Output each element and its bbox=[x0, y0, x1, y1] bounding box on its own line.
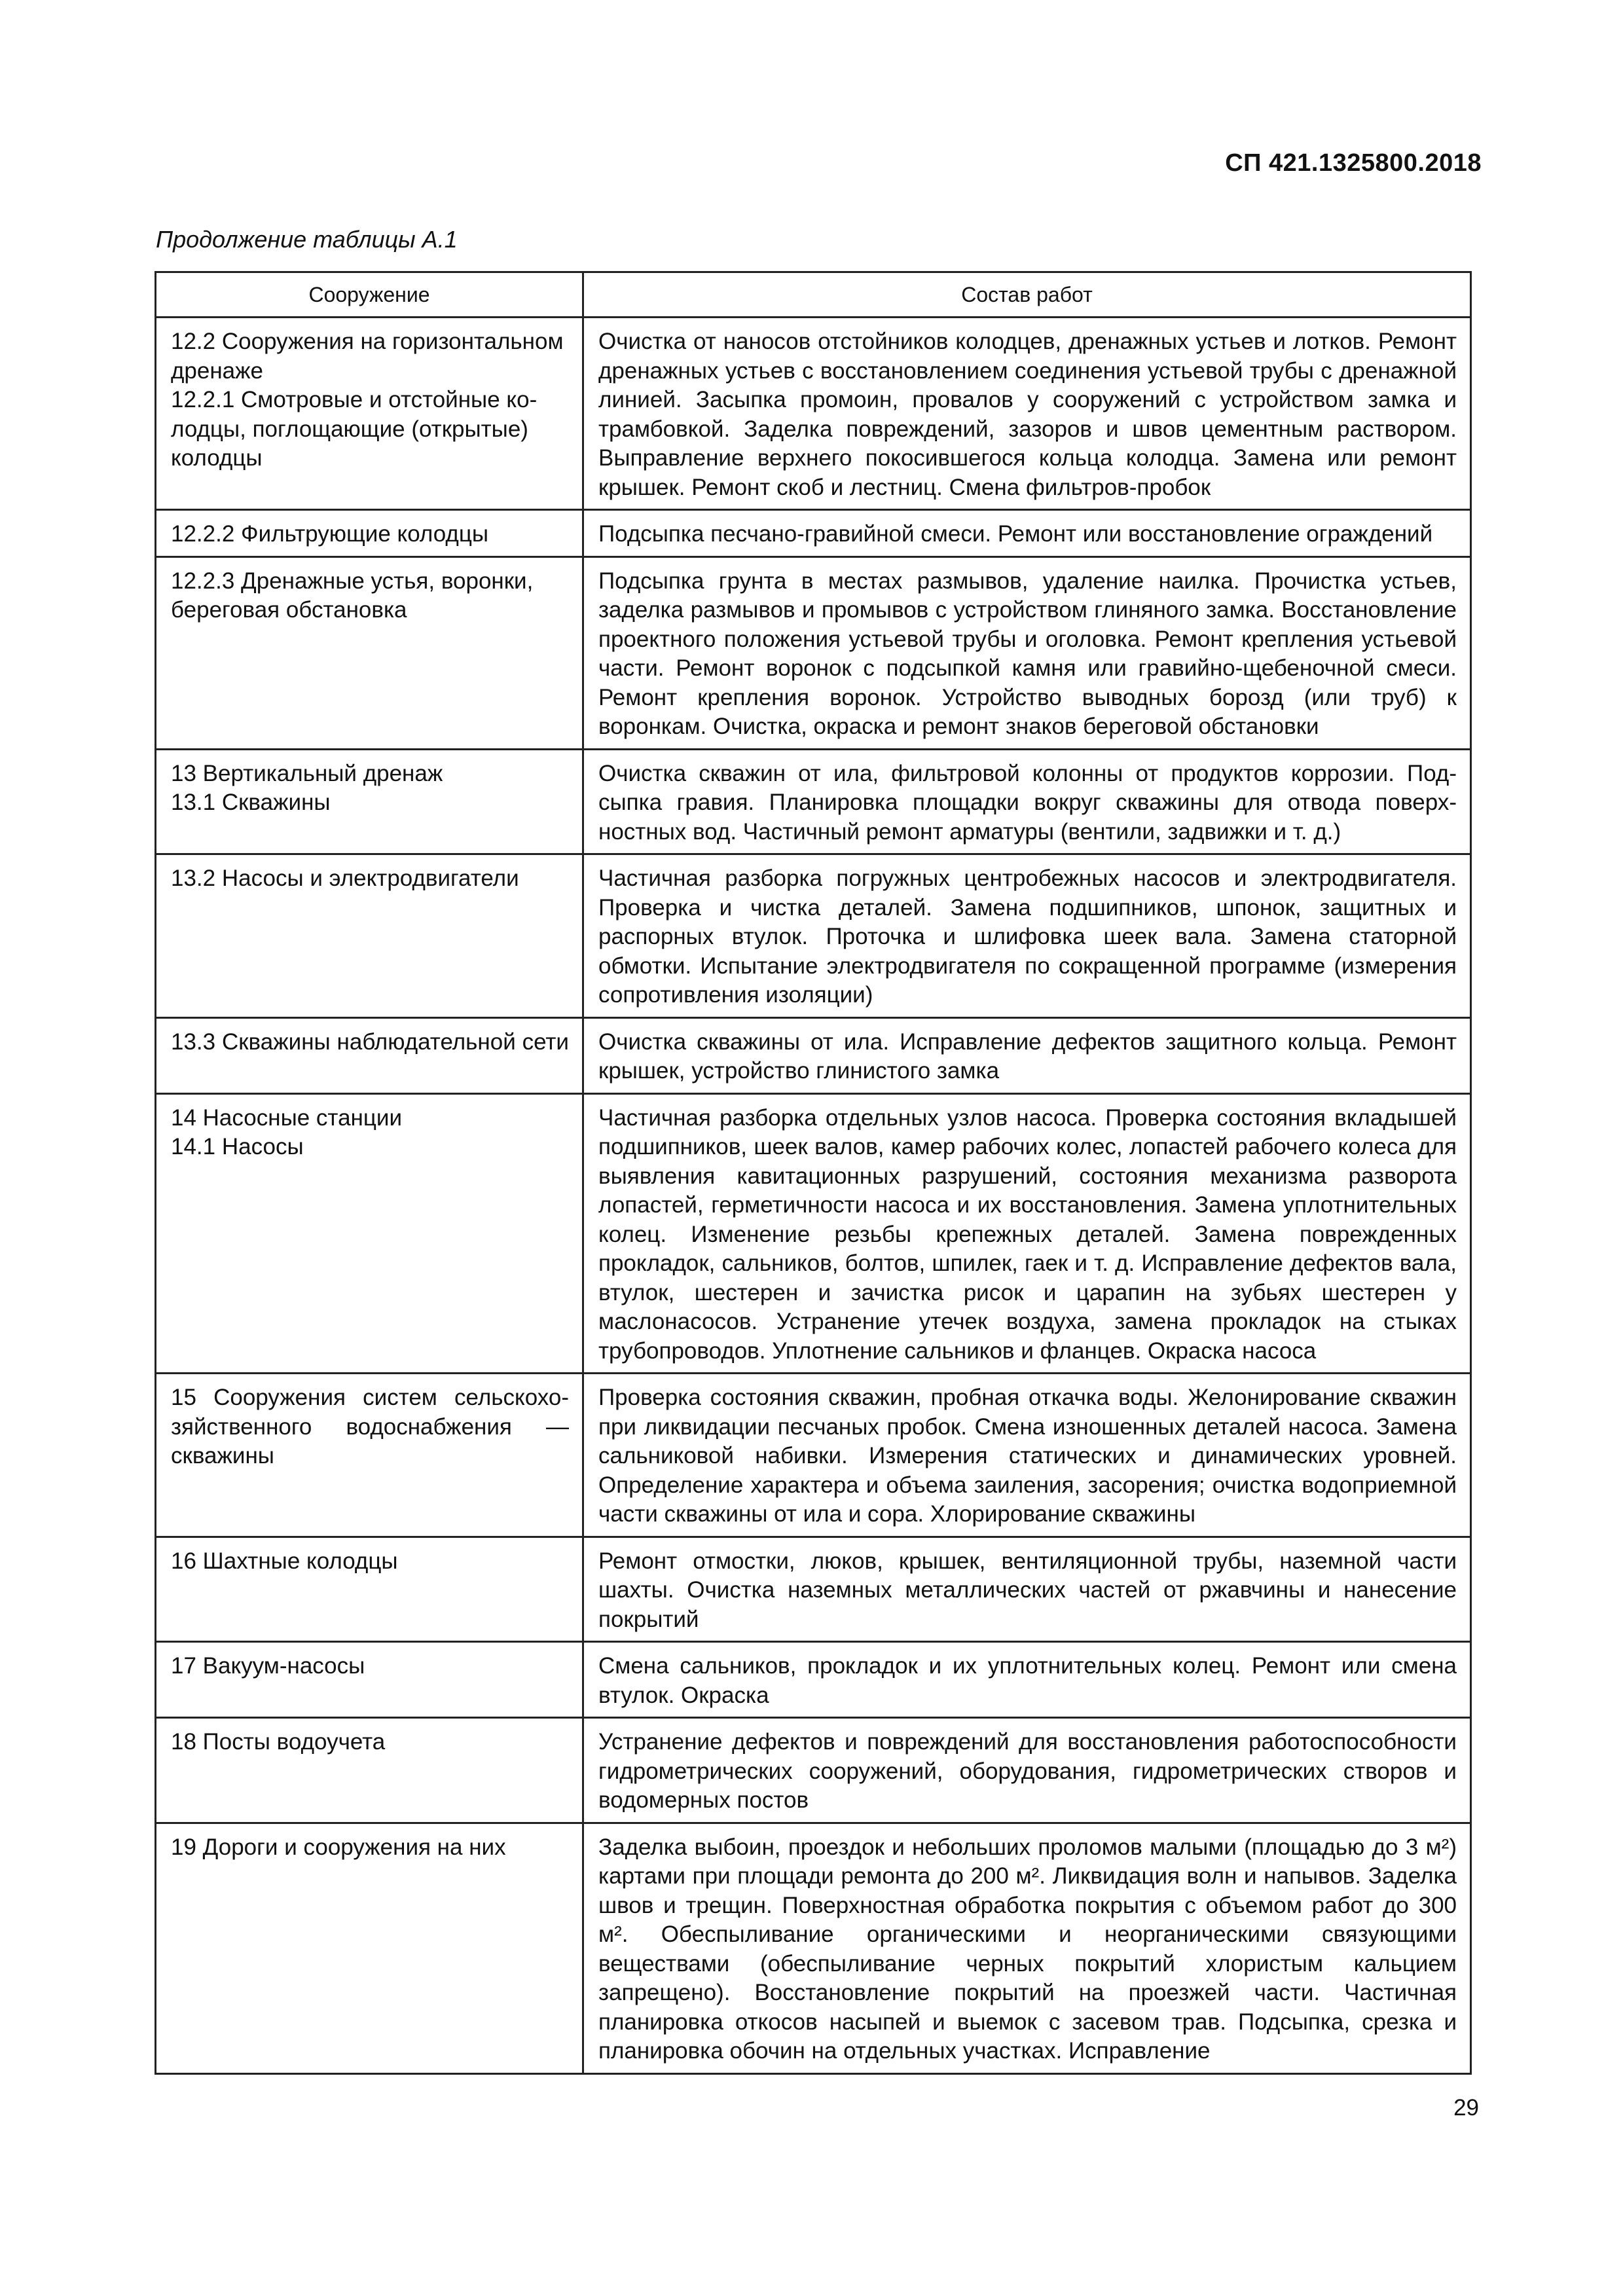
document-code: СП 421.1325800.2018 bbox=[1225, 149, 1482, 177]
column-header-works: Состав работ bbox=[583, 272, 1471, 318]
structure-line: 15 Сооружения систем сельскохозяйственного водоснабжения — скважины bbox=[171, 1385, 569, 1468]
table-row bbox=[156, 510, 1471, 557]
table-row bbox=[156, 1642, 1471, 1718]
table-row bbox=[156, 556, 1471, 749]
works-cell bbox=[583, 1017, 1471, 1093]
structure-cell bbox=[156, 556, 583, 749]
works-cell bbox=[583, 854, 1471, 1018]
works-cell bbox=[583, 1093, 1471, 1374]
table-row bbox=[156, 1537, 1471, 1642]
works-cell bbox=[583, 318, 1471, 510]
structure-cell bbox=[156, 1093, 583, 1374]
works-text: Частичная разборка отдельных узлов насоса. Проверка состояния вкладышей подшипников, шеек валов, камер рабочих колес, лопастей рабочего колеса для выявления кавитационных разрушений, состояния механизма разворота лопастей, герметичности насоса и их восстановления. Замена уплотнительных колец. Изменение резьбы крепежных деталей. Замена поврежденных прокладок, сальников, болтов, шпилек, гаек и т. д. Исправление дефектов вала, втулок, шестерен и зачистка рисок и царапин на зубьях шестерен у маслонасосов. Устранение утечек воздуха, замена прокладок на стыках трубопроводов. Уплотнение сальников и фланцев. Окраска насоса bbox=[598, 1104, 1457, 1364]
works-cell bbox=[583, 1718, 1471, 1823]
works-text: Очистка скважины от ила. Исправление дефектов защитного кольца. Ремонт крышек, устройство глинистого замка bbox=[598, 1029, 1457, 1084]
structure-line: 14.1 Насосы bbox=[171, 1134, 304, 1159]
works-cell bbox=[583, 1642, 1471, 1718]
structure-cell bbox=[156, 1823, 583, 2073]
table-row bbox=[156, 1093, 1471, 1374]
structure-cell bbox=[156, 510, 583, 557]
works-text: Устранение дефектов и повреждений для восстановления работоспособности гидрометрических сооружений, оборудования, гидрометрических створов и водомерных постов bbox=[598, 1729, 1457, 1813]
structure-line: 12.2 Сооружения на горизонтальном дренаже bbox=[171, 329, 564, 384]
table-row bbox=[156, 1017, 1471, 1093]
works-cell bbox=[583, 556, 1471, 749]
structure-line: 14 Насосные станции bbox=[171, 1104, 403, 1131]
works-cell bbox=[583, 1823, 1471, 2073]
structure-line: 13.3 Скважины наблюдательной сети bbox=[171, 1029, 569, 1055]
table-row bbox=[156, 1718, 1471, 1823]
structure-line: 13.1 Скважины bbox=[171, 790, 331, 815]
structure-line: 16 Шахтные колодцы bbox=[171, 1548, 398, 1574]
works-text: Смена сальников, прокладок и их уплотнительных колец. Ремонт или смена втулок. Окраска bbox=[598, 1653, 1457, 1708]
structure-cell bbox=[156, 1374, 583, 1537]
works-text: Ремонт отмостки, люков, крышек, вентиляционной трубы, наземной части шахты. Очистка наземных металлических частей от ржавчины и нанесение покрытий bbox=[598, 1548, 1457, 1632]
table-header-row bbox=[156, 272, 1471, 318]
structure-cell bbox=[156, 1718, 583, 1823]
structure-cell bbox=[156, 318, 583, 510]
structure-line: 12.2.2 Фильтрующие колодцы bbox=[171, 521, 489, 547]
works-text: Очистка скважин от ила, фильтровой колонны от продуктов коррозии. Подсыпка гравия. Планировка площадки вокруг скважины для отвода поверхностных вод. Частичный ремонт арматуры (вентили, задвижки и т. д.) bbox=[598, 760, 1457, 845]
works-text: Проверка состояния скважин, пробная откачка воды. Желонирование скважин при ликвидации песчаных пробок. Смена изношенных деталей насоса. Замена сальниковой набивки. Измерения статических и динамических уровней. Определение характера и объема заиления, засорения; очистка водоприемной части скважины от ила и сора. Хлорирование скважины bbox=[598, 1385, 1457, 1527]
works-cell bbox=[583, 749, 1471, 854]
table-caption: Продолжение таблицы А.1 bbox=[156, 226, 458, 253]
works-cell bbox=[583, 1537, 1471, 1642]
works-text: Подсыпка песчано-гравийной смеси. Ремонт или восстановление ограждений bbox=[598, 521, 1433, 547]
works-text: Частичная разборка погружных центробежных насосов и электродвигателя. Проверка и чистка деталей. Замена подшипников, шпонок, защитных и распорных втулок. Проточка и шлифовка шеек вала. Замена статорной обмотки. Испытание электродвигателя по сокращенной программе (измерения сопротивления изоляции) bbox=[598, 866, 1457, 1008]
structure-line: 17 Вакуум-насосы bbox=[171, 1653, 365, 1679]
structure-cell bbox=[156, 854, 583, 1018]
structure-cell bbox=[156, 1642, 583, 1718]
structure-cell bbox=[156, 749, 583, 854]
works-text: Подсыпка грунта в местах размывов, удаление наилка. Прочистка устьев, заделка размывов и промывов с устройством глиняного замка. Восстановление проектного положения устьевой трубы и оголовка. Ремонт крепления устьевой части. Ремонт воронок с подсыпкой камня или гравийно-щебеночной смеси. Ремонт крепления воронок. Устройство выводных борозд (или труб) к воронкам. Очистка, окраска и ремонт знаков береговой обстановки bbox=[598, 568, 1457, 739]
structure-line: 13 Вертикальный дренаж bbox=[171, 760, 443, 786]
structure-cell bbox=[156, 1017, 583, 1093]
structure-line: 12.2.3 Дренажные устья, воронки, береговая обстановка bbox=[171, 568, 534, 623]
table-row bbox=[156, 1374, 1471, 1537]
works-cell bbox=[583, 510, 1471, 557]
structure-line: 19 Дороги и сооружения на них bbox=[171, 1834, 506, 1860]
works-text: Заделка выбоин, проездок и небольших проломов малыми (площадью до 3 м²) картами при площади ремонта до 200 м². Ликвидация волн и напывов. Заделка швов и трещин. Поверхностная обработка покрытия с объемом работ до 300 м². Обеспыливание органическими и неорганическими связующими веществами (обеспыливание черных покрытий хлористым кальцием запрещено). Восстановление покрытий на проезжей части. Частичная планировка откосов насыпей и выемок с засевом трав. Подсыпка, срезка и планировка обочин на отдельных участках. Исправление bbox=[598, 1834, 1457, 2064]
table-row bbox=[156, 749, 1471, 854]
column-header-structure: Сооружение bbox=[156, 272, 583, 318]
structure-line: 13.2 Насосы и электродвигатели bbox=[171, 866, 519, 891]
table-row bbox=[156, 1823, 1471, 2073]
works-cell bbox=[583, 1374, 1471, 1537]
structure-line: 18 Посты водоучета bbox=[171, 1729, 386, 1755]
structure-cell bbox=[156, 1537, 583, 1642]
table-row bbox=[156, 854, 1471, 1018]
page-number: 29 bbox=[1453, 2095, 1479, 2121]
works-table bbox=[155, 271, 1472, 2075]
table-row bbox=[156, 318, 1471, 510]
structure-line: 12.2.1 Смотровые и отстойные колодцы, поглощающие (открытые) колодцы bbox=[171, 387, 538, 471]
works-text: Очистка от наносов отстойников колодцев, дренажных устьев и лотков. Ремонт дренажных устьев с восстановлением соединения устьевой трубы с дренажной линией. Засыпка промоин, провалов у сооружений с устройством замка и трамбовкой. Заделка повреждений, зазоров и швов цементным раствором. Выправление верхнего покосившегося кольца колодца. Замена или ремонт крышек. Ремонт скоб и лестниц. Смена фильтров-пробок bbox=[598, 329, 1457, 500]
